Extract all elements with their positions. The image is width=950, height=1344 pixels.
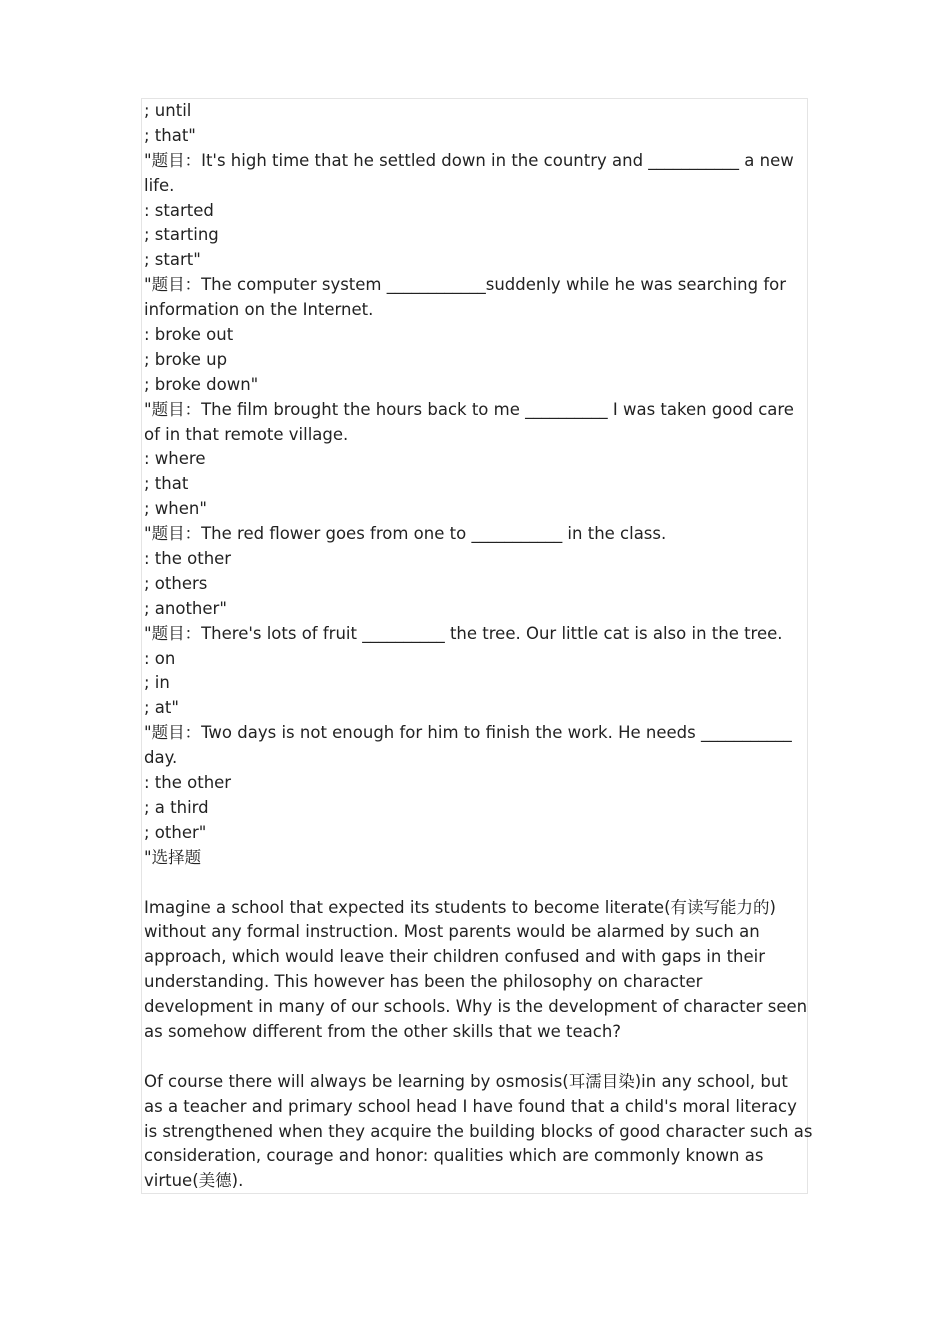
- option-line: ; at": [144, 698, 179, 718]
- option-line: ; others: [144, 573, 208, 593]
- option-line: : started: [144, 200, 214, 220]
- question-line: "题目：It's high time that he settled down in the country and ___________ a new: [144, 150, 794, 170]
- option-line: ; broke down": [144, 374, 259, 394]
- text-line: ; that": [144, 125, 196, 145]
- passage-line: Imagine a school that expected its students to become literate(有读写能力的): [144, 897, 776, 917]
- question-line: "题目：The red flower goes from one to ___________ in the class.: [144, 524, 667, 544]
- passage-line: without any formal instruction. Most parents would be alarmed by such an: [144, 922, 760, 942]
- option-line: ; that: [144, 474, 189, 494]
- passage-line: Of course there will always be learning by osmosis(耳濡目染)in any school, but: [144, 1071, 788, 1091]
- option-line: : the other: [144, 773, 232, 793]
- option-line: ; another": [144, 598, 227, 618]
- passage-line: development in many of our schools. Why is the development of character seen: [144, 997, 808, 1017]
- text-line: information on the Internet.: [144, 300, 374, 320]
- text-line: life.: [144, 175, 175, 195]
- option-line: : on: [144, 648, 176, 668]
- text-line: day.: [144, 748, 178, 768]
- option-line: ; a third: [144, 797, 209, 817]
- document-body: [144, 99, 834, 1194]
- blank-line: [144, 871, 834, 896]
- text-line: ; until: [144, 101, 192, 120]
- question-line: "题目：The computer system ____________suddenly while he was searching for: [144, 275, 787, 295]
- question-line: "题目：Two days is not enough for him to finish the work. He needs ___________: [144, 723, 792, 743]
- passage-line: virtue(美德).: [144, 1171, 244, 1191]
- option-line: : where: [144, 449, 206, 469]
- option-line: ; when": [144, 499, 207, 519]
- section-heading: "选择题: [144, 847, 202, 867]
- passage-line: understanding. This however has been the philosophy on character: [144, 972, 703, 992]
- text-line: of in that remote village.: [144, 424, 349, 444]
- passage-line: approach, which would leave their children confused and with gaps in their: [144, 947, 766, 967]
- option-line: ; start": [144, 250, 201, 270]
- passage-line: as somehow different from the other skills that we teach?: [144, 1021, 622, 1041]
- passage-line: is strengthened when they acquire the building blocks of good character such as: [144, 1121, 813, 1141]
- passage-line: consideration, courage and honor: qualities which are commonly known as: [144, 1146, 764, 1166]
- option-line: : the other: [144, 549, 232, 569]
- option-line: : broke out: [144, 325, 234, 345]
- passage-line: as a teacher and primary school head I have found that a child's moral literacy: [144, 1096, 797, 1116]
- option-line: ; other": [144, 822, 207, 842]
- option-line: ; starting: [144, 225, 219, 245]
- blank-line: [144, 1045, 834, 1070]
- question-line: "题目：The film brought the hours back to me __________ I was taken good care: [144, 399, 794, 419]
- option-line: ; in: [144, 673, 170, 693]
- question-line: "题目：There's lots of fruit __________ the tree. Our little cat is also in the tree.: [144, 623, 783, 643]
- option-line: ; broke up: [144, 349, 228, 369]
